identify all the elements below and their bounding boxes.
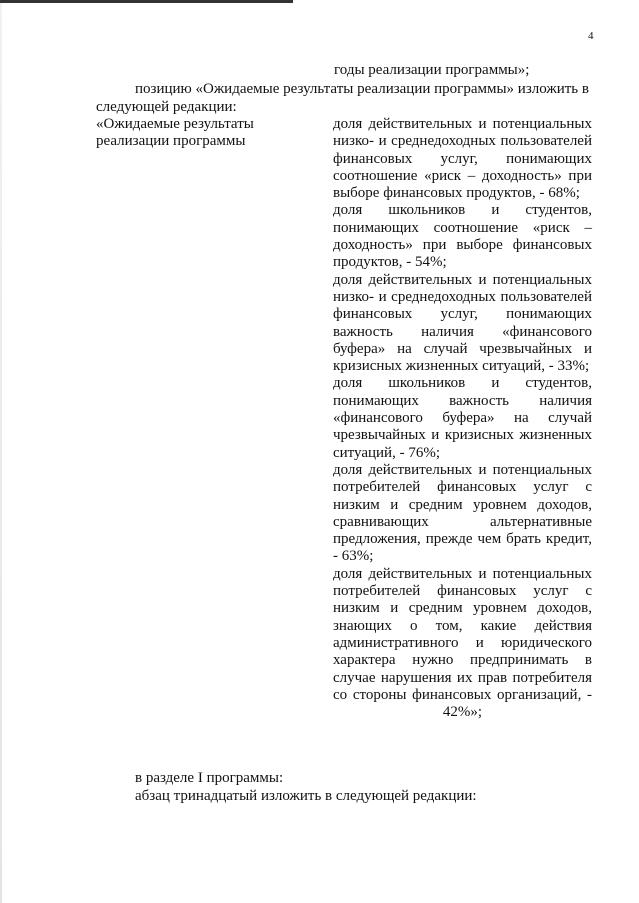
result-item-1: доля действительных и потенциальных низко- и среднедоходных пользователей финансовых услуг, понимающих соотношение «риск – доходность» при выборе финансовых продуктов, - 68%; <box>333 116 592 202</box>
result-item-5: доля действительных и потенциальных потребителей финансовых услуг с низким и средним уровнем доходов, сравнивающих альтернативные предложения, прежде чем брать кредит, - 63%; <box>333 461 592 565</box>
scan-edge <box>0 0 2 903</box>
text-line-paragraph-thirteen: абзац тринадцатый изложить в следующей редакции: <box>135 788 477 804</box>
text-line-section-one: в разделе I программы: <box>135 770 284 786</box>
result-item-4: доля школьников и студентов, понимающих важность наличия «финансового буфера» на случай чрезвычайных и кризисных жизненных ситуаций, - 76%; <box>333 375 592 461</box>
table-label: «Ожидаемые результаты реализации программы <box>96 116 254 150</box>
table-label-column <box>96 116 316 151</box>
top-rule <box>0 0 293 3</box>
text-line-next-edition: следующей редакции: <box>96 99 237 115</box>
result-item-6: доля действительных и потенциальных потребителей финансовых услуг с низким и средним уровнем доходов, знающих о том, какие действия административного и юридического характера нужно предпринимать в случае нарушения их прав потребителя со стороны финансовых организаций, - 42%»; <box>333 565 592 721</box>
text-line-position-statement: позицию «Ожидаемые результаты реализации программы» изложить в <box>135 81 589 97</box>
table-results-column <box>333 116 592 721</box>
result-item-2: доля школьников и студентов, понимающих соотношение «риск – доходность» при выборе финансовых продуктов, - 54%; <box>333 202 592 271</box>
page-number: 4 <box>588 30 594 42</box>
result-item-3: доля действительных и потенциальных низко- и среднедоходных пользователей финансовых услуг, понимающих важность наличия «финансового буфера» на случай чрезвычайных и кризисных жизненных ситуаций, - 33%; <box>333 271 592 375</box>
text-line-program-years: годы реализации программы»; <box>334 62 530 78</box>
